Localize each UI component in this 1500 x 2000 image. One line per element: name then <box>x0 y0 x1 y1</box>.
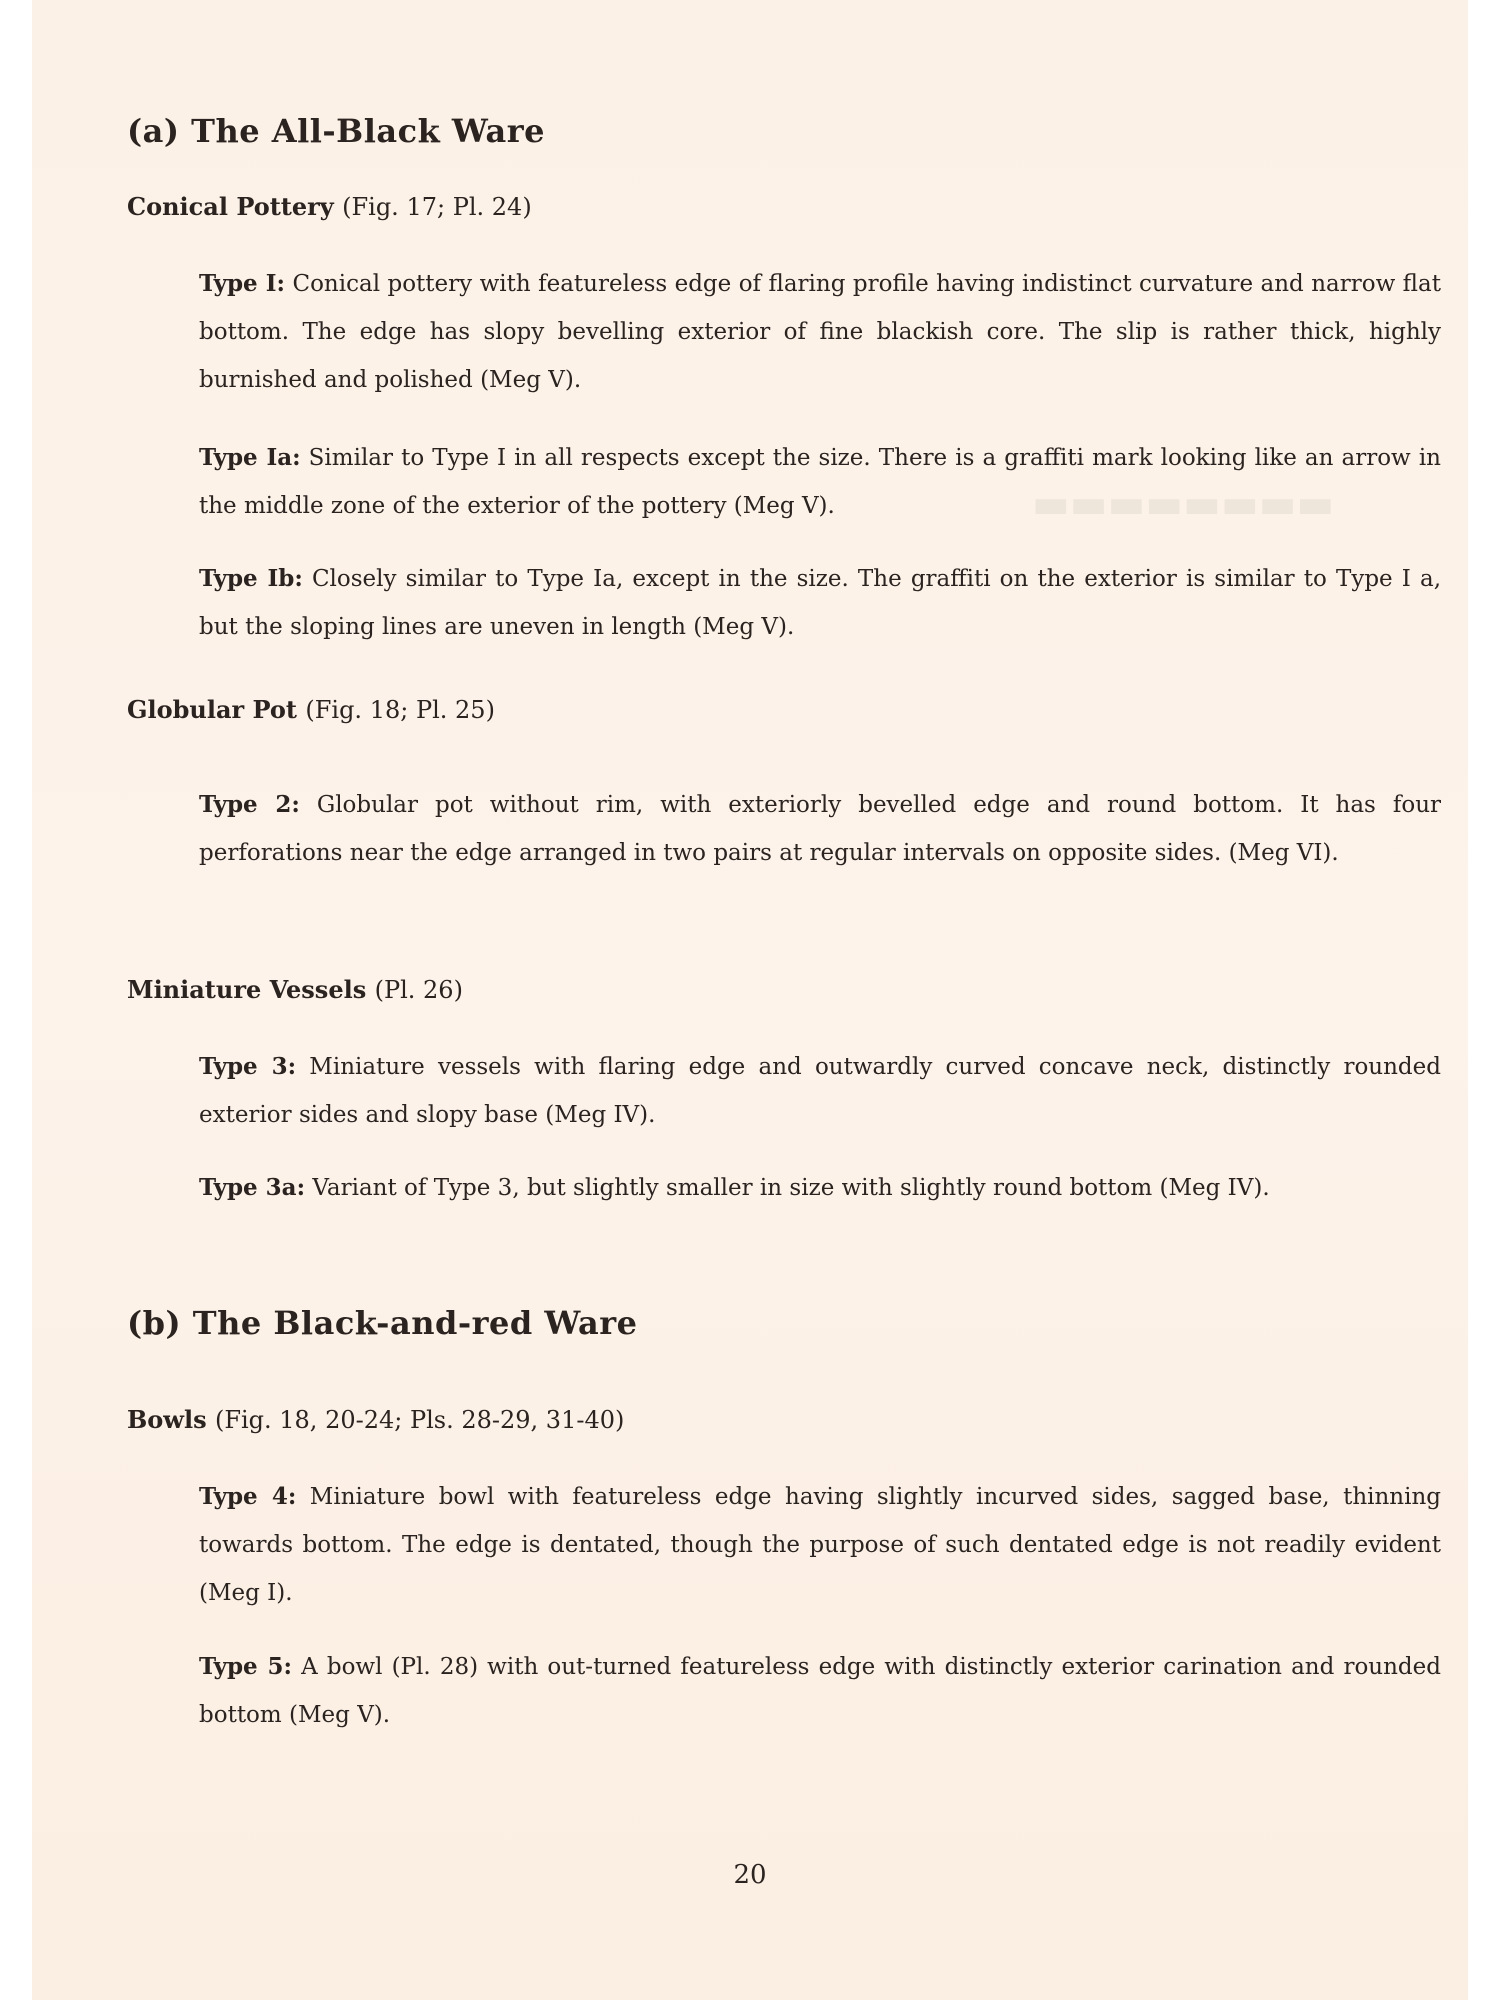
subheading-globular-pot <box>127 695 495 724</box>
subheading-conical-pottery <box>127 192 532 221</box>
type-description: Miniature vessels with flaring edge and outwardly curved concave neck, distinctly rounded exterior sides and slopy base (Meg IV). <box>199 1054 1441 1128</box>
type-description: Globular pot without rim, with exteriorly bevelled edge and round bottom. It has four perforations near the edge arranged in two pairs at regular intervals on opposite sides. (Meg VI). <box>199 792 1442 866</box>
subheading-title: Bowls <box>127 1405 207 1434</box>
type-label: Type 4: <box>199 1483 297 1510</box>
type-label: Type 3a: <box>199 1174 306 1201</box>
type-3a-paragraph <box>127 1164 1441 1212</box>
figure-reference: (Fig. 18, 20-24; Pls. 28-29, 31-40) <box>214 1406 625 1434</box>
figure-reference: (Pl. 26) <box>374 976 463 1004</box>
document-page <box>32 0 1468 2000</box>
type-description: Miniature bowl with featureless edge having slightly incurved sides, sagged base, thinning towards bottom. The edge is dentated, though the purpose of such dentated edge is not readily evident (Meg I). <box>199 1484 1442 1606</box>
type-ia-paragraph <box>127 434 1441 530</box>
figure-reference: (Fig. 17; Pl. 24) <box>342 193 532 221</box>
type-3-paragraph <box>127 1043 1441 1139</box>
section-heading-all-black-ware: (a) The All-Black Ware <box>127 112 545 150</box>
type-description: Similar to Type I in all respects except the size. There is a graffiti mark looking like an arrow in the middle zone of the exterior of the pottery (Meg V). <box>199 445 1441 519</box>
subheading-title: Conical Pottery <box>127 192 334 221</box>
type-description: Closely similar to Type Ia, except in the size. The graffiti on the exterior is similar to Type I a, but the sloping lines are uneven in length (Meg V). <box>199 566 1442 640</box>
type-description: Conical pottery with featureless edge of flaring profile having indistinct curvature and narrow flat bottom. The edge has slopy bevelling exterior of fine blackish core. The slip is rather thick, highly burnished and polished (Meg V). <box>199 271 1441 393</box>
page-number: 20 <box>733 1860 767 1890</box>
type-description: Variant of Type 3, but slightly smaller in size with slightly round bottom (Meg IV). <box>312 1175 1270 1201</box>
type-label: Type I: <box>199 270 286 297</box>
subheading-title: Miniature Vessels <box>127 975 367 1004</box>
type-2-paragraph <box>127 781 1441 877</box>
subheading-title: Globular Pot <box>127 695 298 724</box>
type-label: Type 3: <box>199 1053 297 1080</box>
figure-reference: (Fig. 18; Pl. 25) <box>305 696 495 724</box>
type-ib-paragraph <box>127 555 1441 651</box>
type-label: Type 2: <box>199 791 300 818</box>
subheading-bowls <box>127 1405 624 1434</box>
type-5-paragraph <box>127 1643 1441 1739</box>
bleed-through-decoration: ▬▬▬▬▬▬▬▬ <box>1032 480 1335 527</box>
type-label: Type 5: <box>199 1653 292 1680</box>
subheading-miniature-vessels <box>127 975 463 1004</box>
type-label: Type Ia: <box>199 444 301 471</box>
section-heading-black-and-red-ware: (b) The Black-and-red Ware <box>127 1304 638 1342</box>
type-label: Type Ib: <box>199 565 303 592</box>
type-description: A bowl (Pl. 28) with out-turned featureless edge with distinctly exterior carination and rounded bottom (Meg V). <box>199 1654 1441 1728</box>
type-i-paragraph <box>127 260 1441 404</box>
type-4-paragraph <box>127 1473 1441 1617</box>
